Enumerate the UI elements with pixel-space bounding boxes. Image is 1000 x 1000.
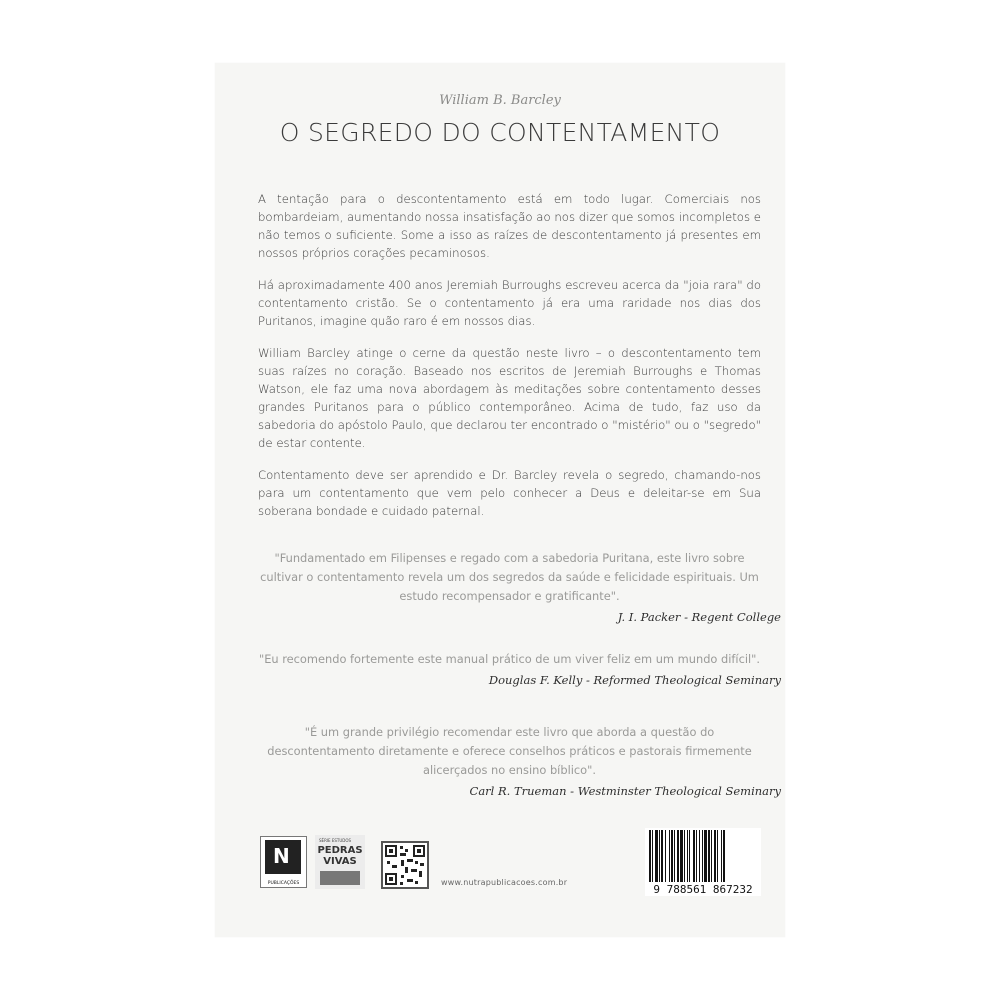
barcode-bar bbox=[661, 830, 663, 882]
barcode-bar bbox=[696, 830, 697, 882]
qr-code-graphic bbox=[383, 843, 427, 887]
barcode-bar bbox=[689, 830, 690, 882]
barcode-bars bbox=[645, 828, 761, 884]
barcode-bar bbox=[674, 830, 675, 882]
book-title: O SEGREDO DO CONTENTAMENTO bbox=[279, 118, 721, 147]
endorsement-quote: "É um grande privilégio recomendar este livro que aborda a questão do descontentamento diretamente e oferece conselhos práticos e pastorais firmemente alicerçados no ensino bíblico". bbox=[267, 725, 752, 777]
barcode-bar bbox=[671, 830, 673, 882]
synopsis-paragraph: William Barcley atinge o cerne da questão neste livro – o descontentamento tem suas raízes no coração. Baseado nos escritos de Jeremiah Burroughs e Thomas Watson, ele faz uma nova abordagem às meditações sobre contentamento desses grandes Puritanos para o público contemporâneo. Acima de tudo, faz uso da sabedoria do apóstolo Paulo, que declarou ter encontrado o "mistério" ou o "segredo" de estar contente. bbox=[258, 346, 761, 450]
barcode-bar bbox=[687, 830, 688, 882]
endorsement-quote: "Eu recomendo fortemente este manual prático de um viver feliz em um mundo difícil". bbox=[258, 652, 761, 666]
barcode-bar bbox=[677, 830, 679, 882]
qr-code-icon bbox=[381, 841, 429, 889]
barcode-bar bbox=[669, 830, 670, 882]
barcode-bar bbox=[684, 830, 685, 882]
barcode-bar bbox=[665, 830, 666, 882]
barcode-bar bbox=[702, 830, 703, 882]
series-name-line1: PEDRAS bbox=[317, 845, 363, 856]
barcode-bar bbox=[649, 830, 651, 882]
endorsement-author: J. I. Packer - Regent College bbox=[617, 610, 781, 624]
nutra-publisher-logo-icon bbox=[260, 836, 307, 888]
barcode-bar bbox=[693, 830, 695, 882]
back-cover bbox=[215, 63, 785, 937]
endorsement-quote: "Fundamentado em Filipenses e regado com a sabedoria Puritana, este livro sobre cultivar o contentamento revela um dos segredos da saúde e felicidade espirituais. Um estudo recompensador e gratificante". bbox=[260, 551, 759, 603]
barcode-bar bbox=[723, 830, 725, 882]
open-book-icon bbox=[320, 871, 360, 885]
synopsis-paragraph: Contentamento deve ser aprendido e Dr. Barcley revela o segredo, chamando-nos para um contentamento que vem pelo conhecer a Deus e deleitar-se em Sua soberana bondade e cuidado paternal. bbox=[258, 468, 761, 518]
nutra-mark bbox=[265, 840, 301, 874]
series-small-label: SÉRIE ESTUDOS bbox=[319, 838, 352, 843]
isbn-digits: 9 788561 867232 bbox=[653, 883, 753, 896]
synopsis-paragraph: Há aproximadamente 400 anos Jeremiah Burroughs escreveu acerca da "joia rara" do contentamento cristão. Se o contentamento já era uma raridade nos dias dos Puritanos, imagine quão raro é em nossos dias. bbox=[258, 278, 761, 328]
barcode-bar bbox=[711, 830, 712, 882]
endorsement bbox=[258, 650, 781, 687]
endorsement bbox=[258, 723, 781, 798]
synopsis-paragraph: A tentação para o descontentamento está em todo lugar. Comerciais nos bombardeiam, aumentando nossa insatisfação ao nos dizer que somos incompletos e não temos o suficiente. Some a isso as raízes de descontentamento já presentes em nossos próprios corações pecaminosos. bbox=[258, 192, 761, 260]
barcode-bar bbox=[652, 830, 653, 882]
barcode-bar bbox=[699, 830, 700, 882]
barcode-bar bbox=[708, 830, 710, 882]
barcode-bar bbox=[721, 830, 722, 882]
publisher-caption: PUBLICAÇÕES bbox=[267, 881, 300, 886]
endorsement bbox=[258, 549, 781, 624]
barcode-bar bbox=[704, 830, 707, 882]
author-name: William B. Barcley bbox=[439, 93, 561, 108]
barcode-bar bbox=[659, 830, 660, 882]
barcode-bar bbox=[680, 830, 683, 882]
publisher-website: www.nutrapublicacoes.com.br bbox=[441, 878, 568, 887]
nutra-mark-letter: N bbox=[273, 844, 290, 868]
barcode-bar bbox=[655, 830, 658, 882]
isbn-barcode-icon bbox=[645, 828, 761, 896]
barcode-bar bbox=[717, 830, 718, 882]
barcode-bar bbox=[714, 830, 716, 882]
endorsement-author: Carl R. Trueman - Westminster Theological Seminary bbox=[469, 784, 781, 798]
series-name-line2: VIVAS bbox=[323, 856, 357, 867]
synopsis bbox=[258, 190, 761, 534]
endorsement-author: Douglas F. Kelly - Reformed Theological Seminary bbox=[488, 673, 781, 687]
pedras-vivas-series-logo-icon bbox=[315, 835, 365, 889]
